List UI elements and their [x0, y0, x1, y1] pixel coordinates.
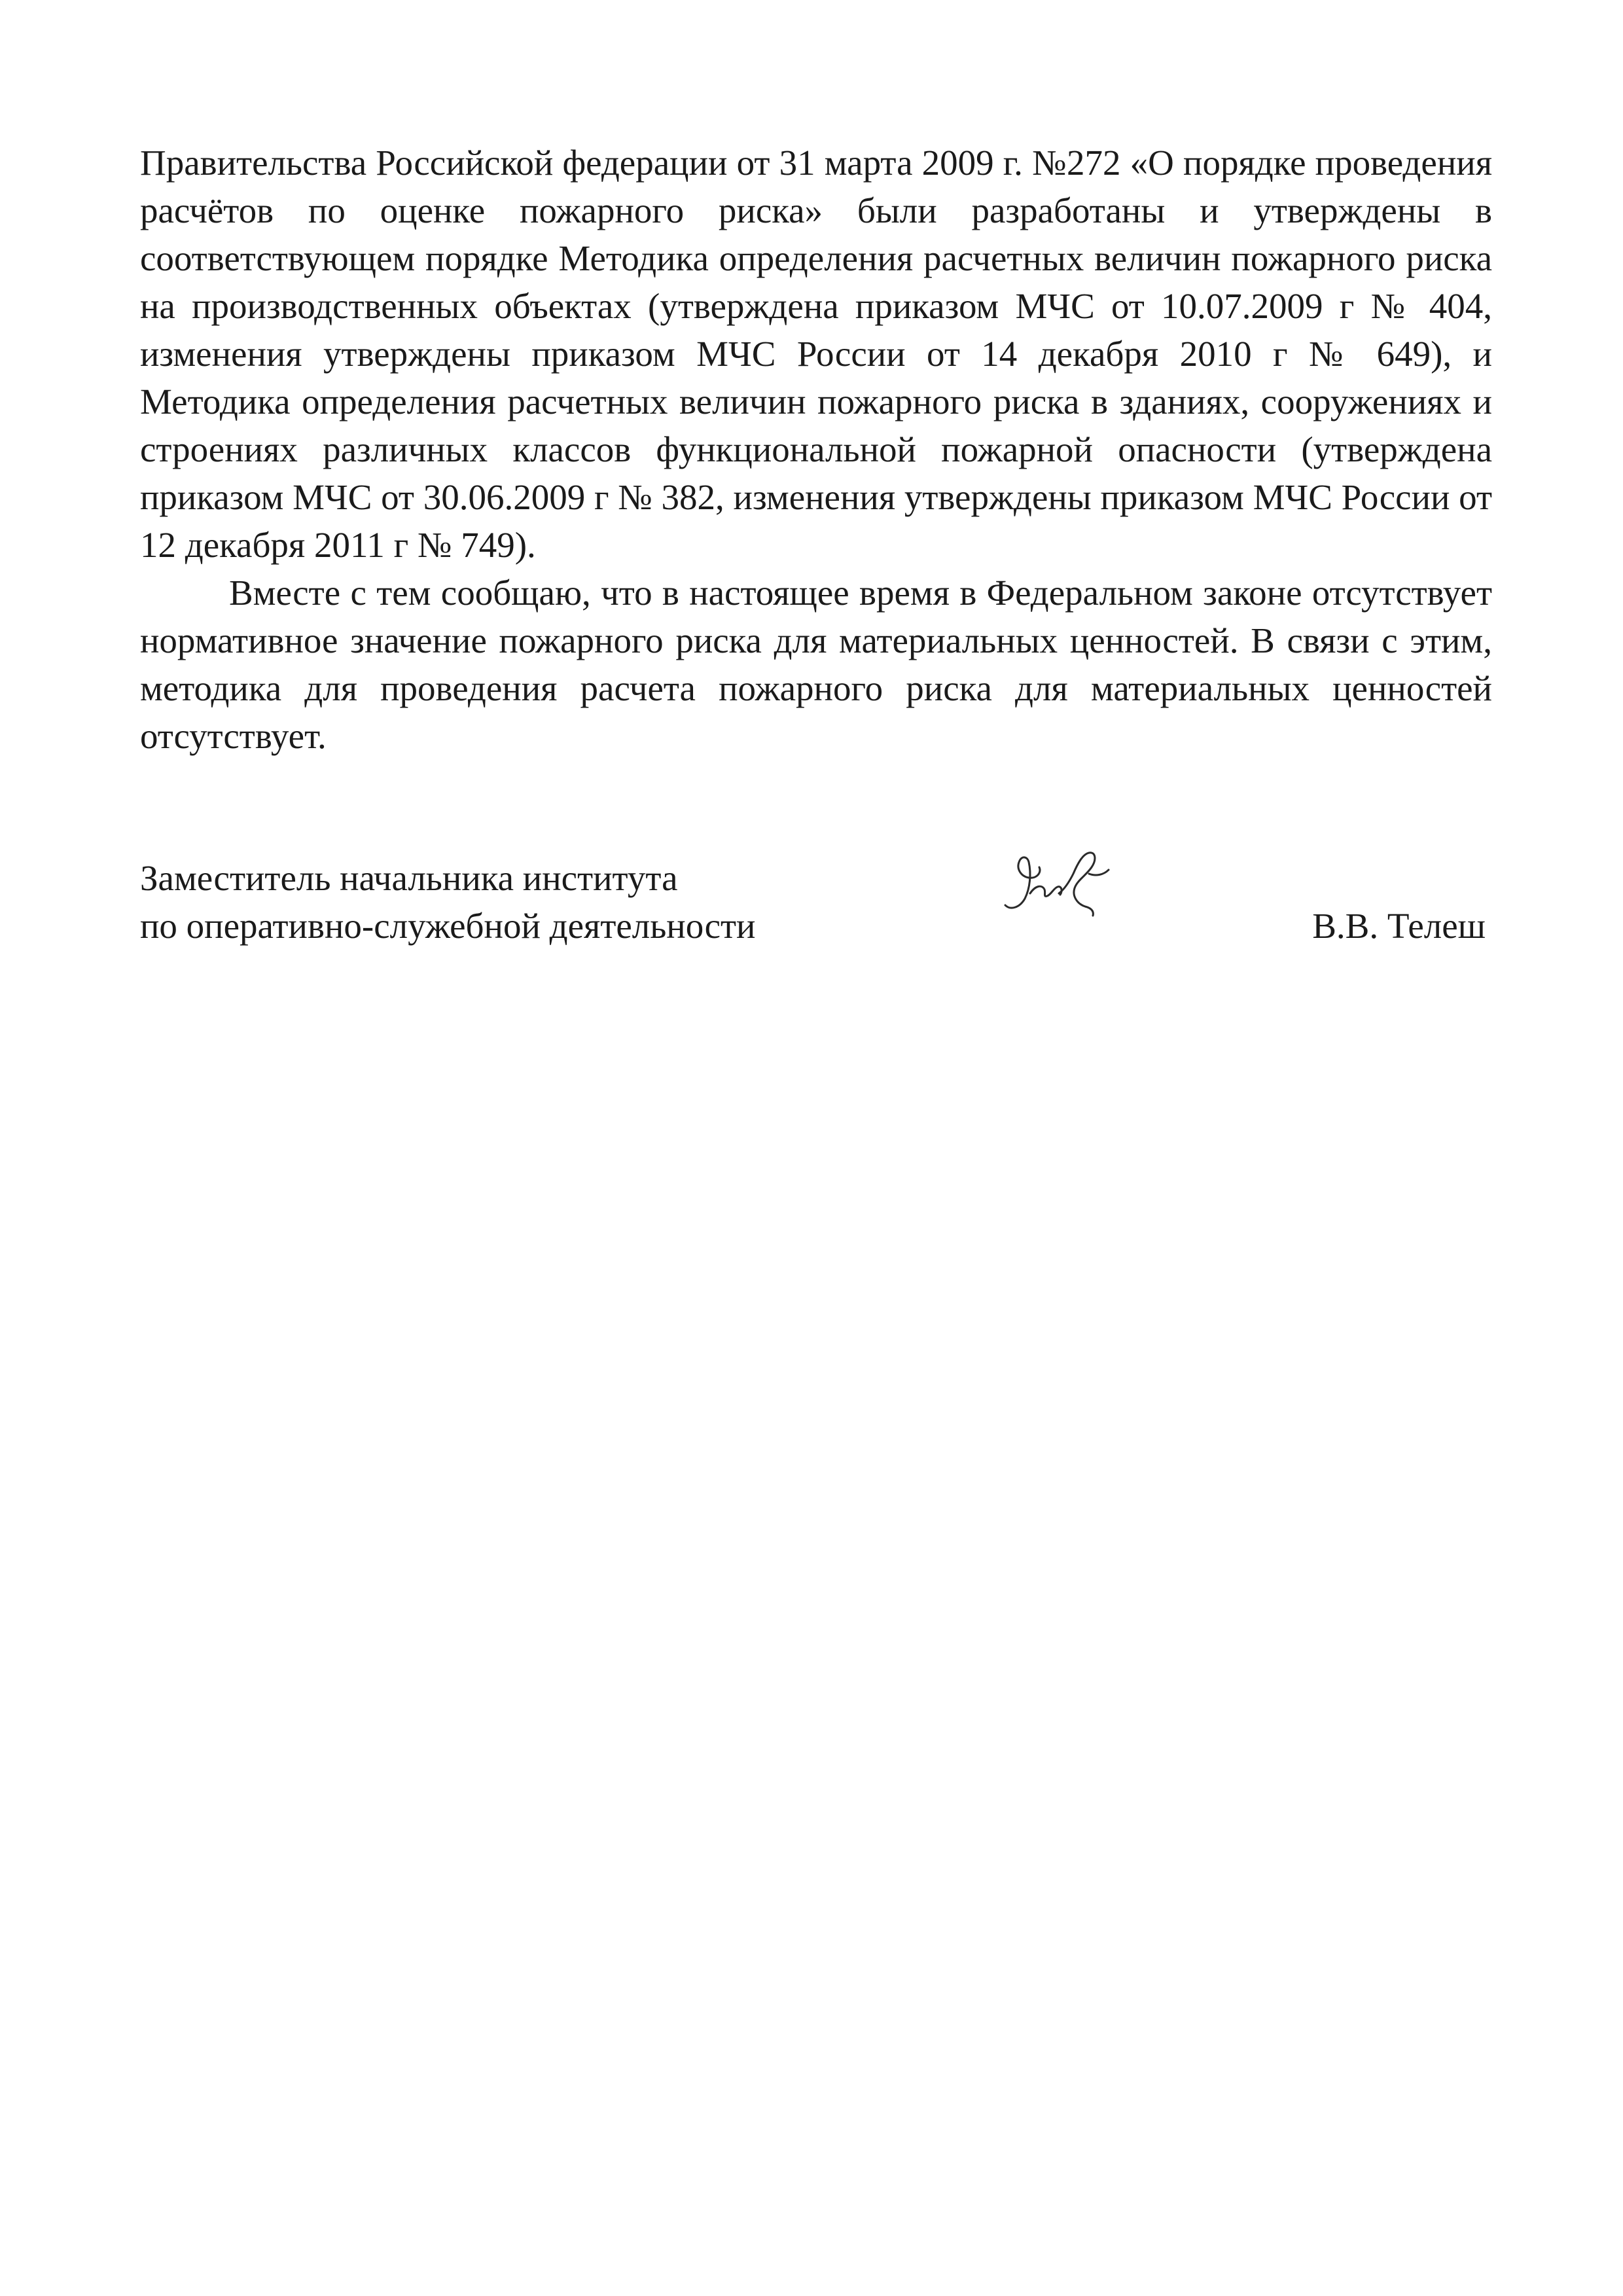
signatory-position-line-2: по оперативно-служебной деятельности [140, 906, 756, 946]
letter-paragraph-2: Вместе с тем сообщаю, что в настоящее время в Федеральном законе отсутствует нормативное значение пожарного риска для материальных ценностей. В связи с этим, методика для проведения расчета пожарного риска для материальных ценностей отсутствует. [140, 573, 1492, 756]
letter-paragraph-1: Правительства Российской федерации от 31 марта 2009 г. №272 «О порядке проведения расчётов по оценке пожарного риска» были разработаны и утверждены в соответствующем порядке Методика определения расчетных величин пожарного риска на производственных объектах (утверждена приказом МЧС от 10.07.2009 г № 404, изменения утверждены приказом МЧС России от 14 декабря 2010 г № 649), и Методика определения расчетных величин пожарного риска в зданиях, сооружениях и строениях различных классов функциональной пожарной опасности (утверждена приказом МЧС от 30.06.2009 г № 382, изменения утверждены приказом МЧС России от 12 декабря 2011 г № 749). [140, 143, 1492, 565]
signature-block [140, 854, 1492, 952]
signatory-position-line-1: Заместитель начальника института [140, 858, 678, 898]
handwritten-signature-icon [991, 848, 1122, 920]
letter-body [140, 139, 1492, 760]
signatory-name: В.В. Телеш [1312, 906, 1486, 946]
signatory-position [140, 854, 755, 950]
